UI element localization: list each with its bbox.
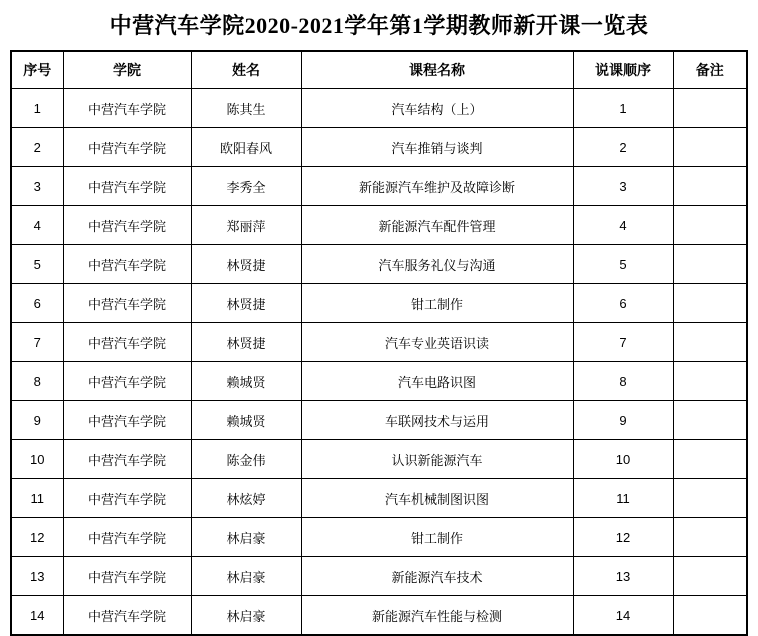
cell-name: 赖城贤	[191, 362, 301, 401]
cell-course: 钳工制作	[301, 284, 573, 323]
cell-college: 中营汽车学院	[63, 401, 191, 440]
cell-seq: 6	[11, 284, 63, 323]
cell-course: 新能源汽车性能与检测	[301, 596, 573, 636]
table-body	[11, 89, 747, 636]
cell-remark	[673, 440, 747, 479]
column-header-seq: 序号	[11, 51, 63, 89]
cell-seq: 14	[11, 596, 63, 636]
table-row	[11, 557, 747, 596]
cell-order: 3	[573, 167, 673, 206]
cell-seq: 2	[11, 128, 63, 167]
table-row	[11, 596, 747, 636]
cell-name: 欧阳春风	[191, 128, 301, 167]
cell-name: 林贤捷	[191, 284, 301, 323]
cell-remark	[673, 362, 747, 401]
cell-name: 郑丽萍	[191, 206, 301, 245]
cell-remark	[673, 518, 747, 557]
cell-course: 汽车推销与谈判	[301, 128, 573, 167]
cell-seq: 3	[11, 167, 63, 206]
cell-seq: 9	[11, 401, 63, 440]
cell-name: 李秀全	[191, 167, 301, 206]
cell-college: 中营汽车学院	[63, 245, 191, 284]
cell-college: 中营汽车学院	[63, 440, 191, 479]
cell-college: 中营汽车学院	[63, 128, 191, 167]
table-row	[11, 206, 747, 245]
cell-order: 6	[573, 284, 673, 323]
cell-seq: 11	[11, 479, 63, 518]
cell-remark	[673, 401, 747, 440]
cell-order: 10	[573, 440, 673, 479]
cell-course: 钳工制作	[301, 518, 573, 557]
table-row	[11, 323, 747, 362]
cell-course: 新能源汽车维护及故障诊断	[301, 167, 573, 206]
cell-course: 汽车结构（上）	[301, 89, 573, 128]
cell-course: 汽车机械制图识图	[301, 479, 573, 518]
cell-remark	[673, 557, 747, 596]
cell-college: 中营汽车学院	[63, 479, 191, 518]
table-header-row	[11, 51, 747, 89]
column-header-college: 学院	[63, 51, 191, 89]
cell-order: 5	[573, 245, 673, 284]
table-row	[11, 518, 747, 557]
cell-seq: 1	[11, 89, 63, 128]
table-row	[11, 284, 747, 323]
cell-course: 汽车服务礼仪与沟通	[301, 245, 573, 284]
cell-seq: 12	[11, 518, 63, 557]
column-header-course: 课程名称	[301, 51, 573, 89]
cell-course: 新能源汽车配件管理	[301, 206, 573, 245]
cell-order: 7	[573, 323, 673, 362]
cell-remark	[673, 206, 747, 245]
cell-order: 4	[573, 206, 673, 245]
cell-seq: 4	[11, 206, 63, 245]
cell-college: 中营汽车学院	[63, 362, 191, 401]
cell-name: 陈金伟	[191, 440, 301, 479]
cell-course: 车联网技术与运用	[301, 401, 573, 440]
cell-college: 中营汽车学院	[63, 284, 191, 323]
cell-seq: 13	[11, 557, 63, 596]
cell-college: 中营汽车学院	[63, 518, 191, 557]
cell-order: 13	[573, 557, 673, 596]
cell-remark	[673, 596, 747, 636]
table-row	[11, 401, 747, 440]
cell-order: 12	[573, 518, 673, 557]
cell-remark	[673, 245, 747, 284]
cell-order: 8	[573, 362, 673, 401]
cell-college: 中营汽车学院	[63, 557, 191, 596]
cell-remark	[673, 284, 747, 323]
cell-remark	[673, 167, 747, 206]
table-row	[11, 245, 747, 284]
table-row	[11, 440, 747, 479]
cell-name: 陈其生	[191, 89, 301, 128]
cell-order: 14	[573, 596, 673, 636]
column-header-remark: 备注	[673, 51, 747, 89]
cell-order: 9	[573, 401, 673, 440]
cell-college: 中营汽车学院	[63, 206, 191, 245]
cell-course: 认识新能源汽车	[301, 440, 573, 479]
cell-name: 林启豪	[191, 557, 301, 596]
table-row	[11, 128, 747, 167]
cell-order: 2	[573, 128, 673, 167]
cell-order: 1	[573, 89, 673, 128]
cell-college: 中营汽车学院	[63, 323, 191, 362]
cell-remark	[673, 128, 747, 167]
cell-seq: 7	[11, 323, 63, 362]
cell-college: 中营汽车学院	[63, 596, 191, 636]
table-row	[11, 479, 747, 518]
cell-college: 中营汽车学院	[63, 89, 191, 128]
cell-course: 新能源汽车技术	[301, 557, 573, 596]
cell-course: 汽车专业英语识读	[301, 323, 573, 362]
cell-seq: 10	[11, 440, 63, 479]
cell-course: 汽车电路识图	[301, 362, 573, 401]
cell-seq: 5	[11, 245, 63, 284]
cell-name: 赖城贤	[191, 401, 301, 440]
new-course-table	[10, 50, 748, 636]
table-header	[11, 51, 747, 89]
cell-name: 林启豪	[191, 518, 301, 557]
cell-remark	[673, 323, 747, 362]
cell-seq: 8	[11, 362, 63, 401]
table-row	[11, 362, 747, 401]
cell-order: 11	[573, 479, 673, 518]
column-header-name: 姓名	[191, 51, 301, 89]
cell-name: 林启豪	[191, 596, 301, 636]
cell-name: 林炫婷	[191, 479, 301, 518]
table-row	[11, 167, 747, 206]
column-header-order: 说课顺序	[573, 51, 673, 89]
cell-name: 林贤捷	[191, 245, 301, 284]
cell-remark	[673, 479, 747, 518]
cell-college: 中营汽车学院	[63, 167, 191, 206]
cell-name: 林贤捷	[191, 323, 301, 362]
page-title: 中营汽车学院2020-2021学年第1学期教师新开课一览表	[109, 13, 649, 38]
cell-remark	[673, 89, 747, 128]
table-row	[11, 89, 747, 128]
